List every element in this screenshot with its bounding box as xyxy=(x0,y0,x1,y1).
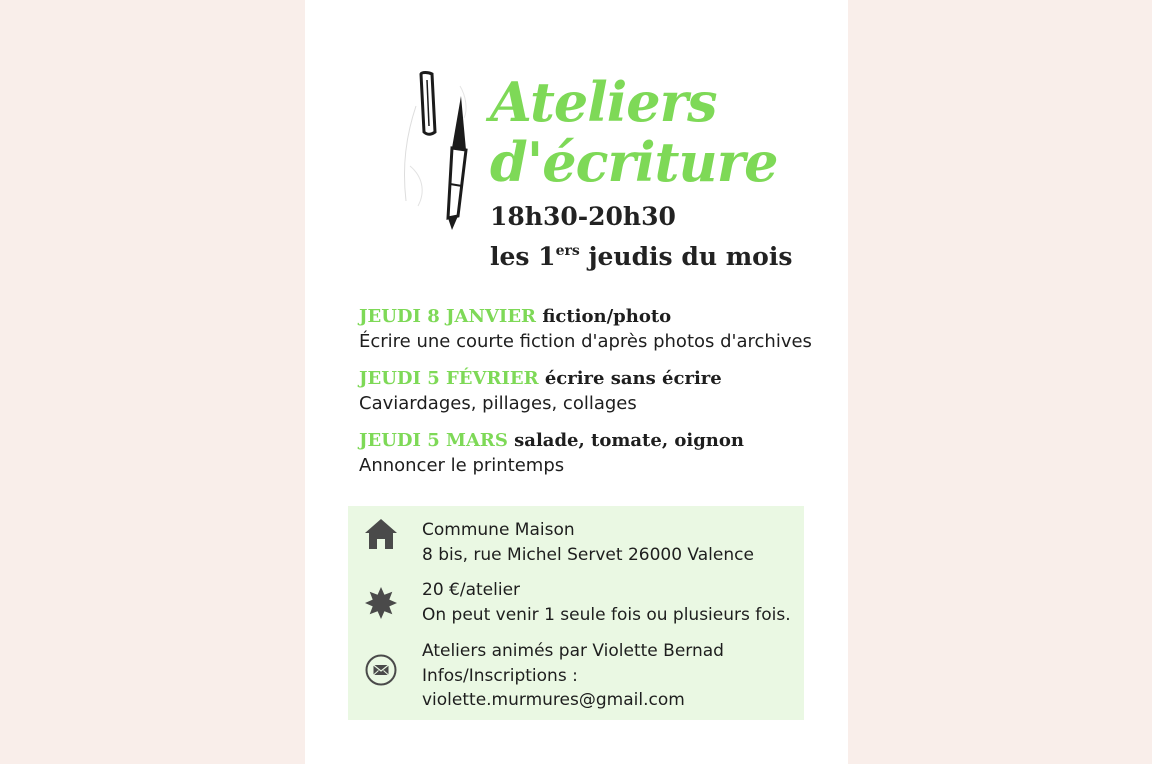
contact-label: Infos/Inscriptions : xyxy=(422,665,578,686)
event-topic: fiction/photo xyxy=(542,306,672,327)
contact-email[interactable]: violette.murmures@gmail.com xyxy=(422,690,685,710)
days-suffix: jeudis du mois xyxy=(579,242,793,271)
price-label: 20 €/atelier xyxy=(422,580,521,600)
event-description: Écrire une courte fiction d'après photos d'archives xyxy=(359,331,812,352)
address-street: 8 bis, rue Michel Servet 26000 Valence xyxy=(422,544,754,565)
address-venue: Commune Maison xyxy=(422,520,575,540)
contact-host: Ateliers animés par Violette Bernad xyxy=(422,641,724,661)
envelope-icon xyxy=(365,654,397,686)
info-box xyxy=(348,506,804,720)
title-line1: Ateliers xyxy=(490,70,717,134)
schedule-days xyxy=(490,234,792,274)
days-superscript: ers xyxy=(555,243,580,259)
event-topic: salade, tomate, oignon xyxy=(514,430,744,451)
event-description: Caviardages, pillages, collages xyxy=(359,393,637,414)
event-january xyxy=(359,305,812,355)
contact-block xyxy=(422,639,724,713)
badge-icon xyxy=(365,587,397,619)
schedule-hours: 18h30-20h30 xyxy=(490,202,676,231)
days-prefix: les 1 xyxy=(490,242,556,271)
event-march xyxy=(359,429,744,479)
event-february xyxy=(359,367,722,417)
price-block xyxy=(422,578,791,627)
event-topic: écrire sans écrire xyxy=(544,368,722,389)
price-note: On peut venir 1 seule fois ou plusieurs fois. xyxy=(422,604,791,625)
house-icon xyxy=(364,518,398,550)
event-date: JEUDI 5 FÉVRIER xyxy=(359,368,539,389)
event-date: JEUDI 8 JANVIER xyxy=(359,306,537,327)
event-date: JEUDI 5 MARS xyxy=(359,430,508,451)
fountain-pen-icon xyxy=(392,66,476,238)
address-block xyxy=(422,518,754,567)
title-line2: d'écriture xyxy=(490,130,778,194)
event-description: Annoncer le printemps xyxy=(359,455,565,476)
